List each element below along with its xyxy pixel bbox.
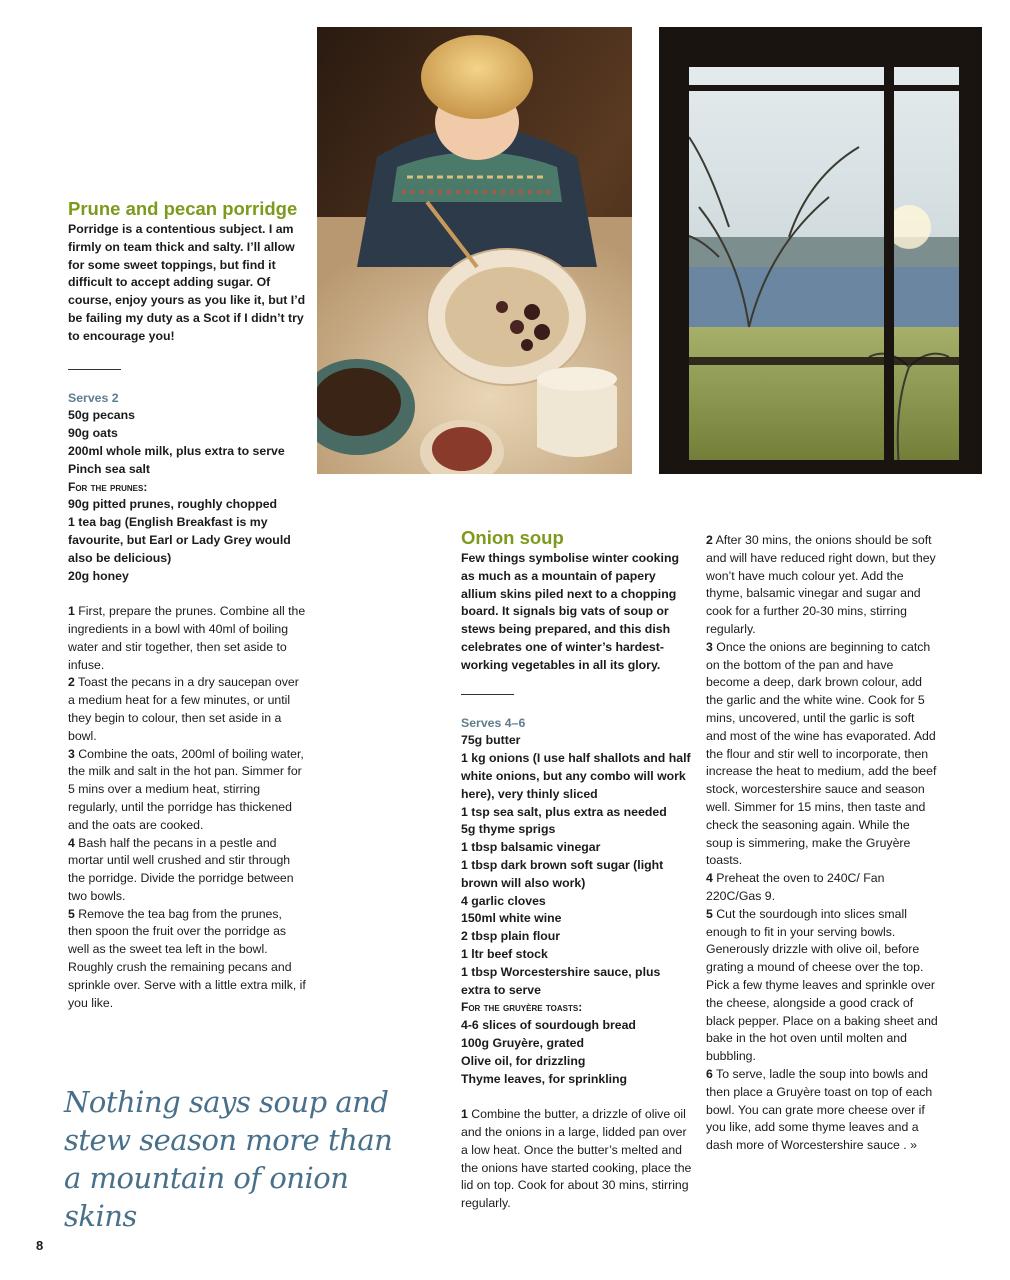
onion-soup-divider — [461, 694, 514, 695]
ingredient: 1 kg onions (I use half shallots and half white onions, but any combo will work here), very thinly sliced — [461, 751, 691, 801]
ingredient: Olive oil, for drizzling — [461, 1053, 586, 1068]
page-number: 8 — [36, 1238, 44, 1253]
pull-quote: Nothing says soup and stew season more than a mountain of onion skins — [64, 1085, 393, 1233]
onion-soup-intro: Few things symbolise winter cooking as much as a mountain of papery allium skins piled next to a chopping board. It signals big vats of soup or stews being prepared, and this dish celebrates one of winter’s hardest-working vegetables in all its glory. — [461, 551, 679, 672]
porridge-recipe — [68, 199, 308, 1012]
ingredient: 75g butter — [461, 733, 521, 748]
porridge-serves: Serves 2 — [68, 390, 119, 405]
onion-soup-title: Onion soup — [461, 527, 564, 548]
method-step: 5 Cut the sourdough into slices small enough to fit in your serving bowls. Generously drizzle with olive oil, before grating a mound of cheese over the top. Pick a few thyme leaves and sprinkle over the cheese, alongside a good crack of black pepper. Place on a baking sheet and bake in the hot oven until molten and bubbling. — [706, 906, 938, 1064]
method-step: 1 Combine the butter, a drizzle of olive oil and the onions in a large, lidded pan over a low heat. Once the butter’s melted and the onions have started cooking, place the lid on top. Cook for about 30 mins, stirring regularly. — [461, 1107, 692, 1211]
porridge-title: Prune and pecan porridge — [68, 198, 298, 219]
ingredient: 1 tea bag (English Breakfast is my favourite, but Earl or Lady Grey would also be delicious) — [68, 515, 291, 565]
ingredient: 50g pecans — [68, 408, 135, 423]
method-step: 5 Remove the tea bag from the prunes, then spoon the fruit over the porridge as well as the sweet tea left in the bowl. Roughly crush the remaining pecans and sprinkle over. Serve with a little extra milk, if you like. — [68, 906, 306, 1010]
ingredient: 100g Gruyère, grated — [461, 1035, 585, 1050]
porridge-intro: Porridge is a contentious subject. I am firmly on team thick and salty. I’ll allow for some sweet toppings, but find it difficult to accept adding sugar. Of course, enjoy yours as you like it, but I’d be failing my duty as a Scot if I didn’t try to encourage you! — [68, 222, 306, 343]
method-step: 2 After 30 mins, the onions should be soft and will have reduced right down, but they won’t have much colour yet. Add the thyme, balsamic vinegar and sugar and cook for a further 20-30 mins, stirring regularly. — [706, 533, 936, 636]
method-step: 3 Once the onions are beginning to catch on the bottom of the pan and have become a deep, dark brown colour, add the garlic and the white wine. Cook for 5 mins, uncovered, until the garlic is soft and most of the wine has evaporated. Add the flour and stir well to incorporate, then increase the heat to medium, add the beef stock, worcestershire sauce and season well. Simmer for 15 mins, then taste and check the seasoning again. While the soup is simmering, make the Gruyère toasts. — [706, 639, 937, 868]
ingredient: 1 tbsp balsamic vinegar — [461, 840, 601, 855]
ingredient: 1 tbsp Worcestershire sauce, plus extra to serve — [461, 964, 661, 997]
porridge-photo — [317, 27, 632, 474]
ingredient: 2 tbsp plain flour — [461, 929, 561, 944]
method-step: 4 Preheat the oven to 240C/ Fan 220C/Gas 9. — [706, 871, 885, 903]
onion-soup-recipe — [461, 528, 693, 1213]
window-photo-illustration — [659, 27, 982, 474]
method-step: 3 Combine the oats, 200ml of boiling water, the milk and salt in the hot pan. Simmer for 5 mins over a medium heat, stirring regularly, until the porridge has thickened and the oats are cooked. — [68, 746, 304, 832]
ingredient: 20g honey — [68, 568, 129, 583]
ingredient: 1 tbsp dark brown soft sugar (light brown will also work) — [461, 857, 664, 890]
ingredient: 4 garlic cloves — [461, 893, 546, 908]
method-step: 2 Toast the pecans in a dry saucepan over a medium heat for a few minutes, or until they begin to colour, then set aside in a bowl. — [68, 675, 299, 743]
method-step: 6 To serve, ladle the soup into bowls and then place a Gruyère toast on top of each bowl. You can grate more cheese over if you like, add some thyme leaves and a dash more of Worcestershire sauce . » — [706, 1066, 933, 1153]
ingredient: 1 ltr beef stock — [461, 946, 548, 961]
ingredient: 90g oats — [68, 426, 118, 441]
ingredient: 1 tsp sea salt, plus extra as needed — [461, 804, 667, 819]
ingredient: 90g pitted prunes, roughly chopped — [68, 497, 278, 512]
window-photo — [659, 27, 982, 474]
ingredient: 200ml whole milk, plus extra to serve — [68, 443, 285, 458]
ingredient: 5g thyme sprigs — [461, 822, 556, 837]
ingredient: Pinch sea salt — [68, 461, 151, 476]
method-step: 4 Bash half the pecans in a pestle and mortar until well crushed and stir through the porridge. Divide the porridge between two bowls. — [68, 835, 294, 903]
prunes-heading: For the prunes: — [68, 479, 148, 494]
ingredient: Thyme leaves, for sprinkling — [461, 1071, 628, 1086]
porridge-divider — [68, 369, 121, 370]
toasts-heading: For the gruyère toasts: — [461, 1000, 583, 1015]
onion-soup-method — [706, 532, 938, 1155]
method-step: 1 First, prepare the prunes. Combine all the ingredients in a bowl with 40ml of boiling water and stir together, then set aside to infuse. — [68, 604, 306, 672]
ingredient: 150ml white wine — [461, 911, 562, 926]
onion-soup-serves: Serves 4–6 — [461, 715, 526, 730]
porridge-photo-illustration — [317, 27, 632, 474]
ingredient: 4-6 slices of sourdough bread — [461, 1018, 636, 1033]
